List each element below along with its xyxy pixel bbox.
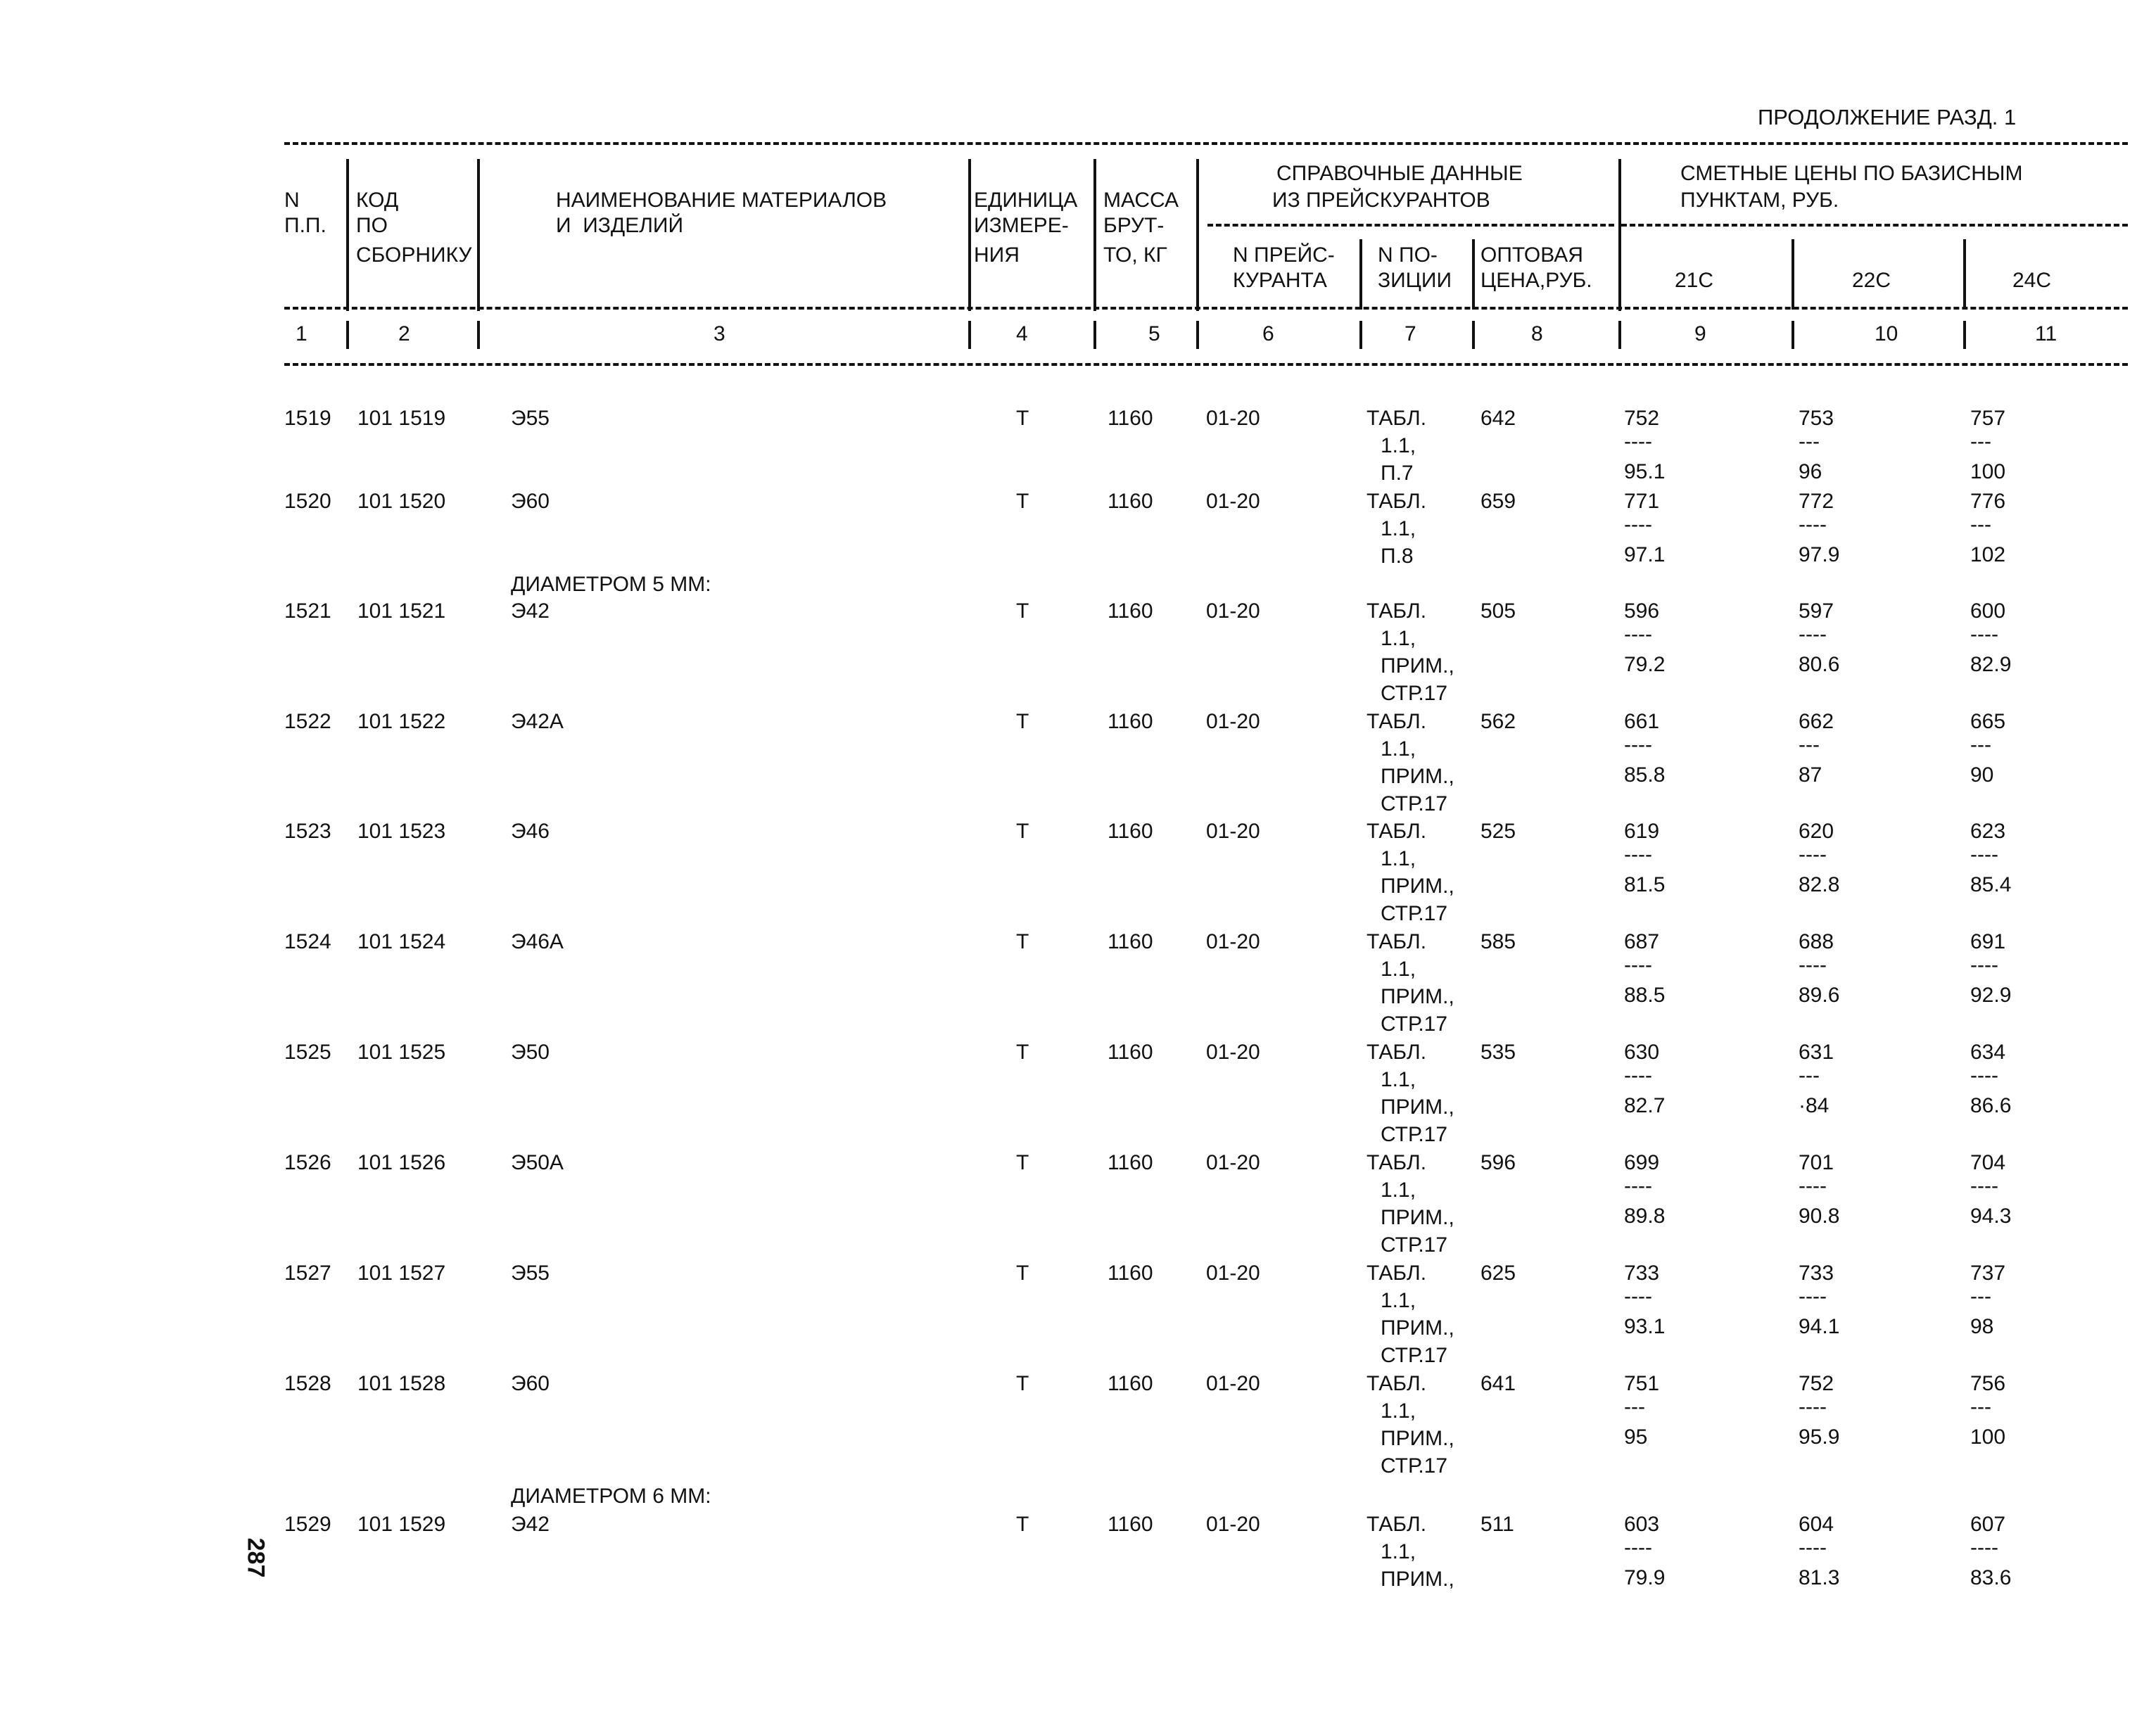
estimate-price-top: 704 [1970, 1151, 2006, 1174]
header-col-separator [1472, 239, 1475, 310]
estimate-price-divider: ---- [1624, 1536, 1652, 1559]
estimate-price-bottom: 93.1 [1624, 1315, 1666, 1338]
row-wholesale-price: 535 [1480, 1041, 1516, 1064]
estimate-price-bottom: 79.2 [1624, 653, 1666, 676]
header-kod: КОД [356, 189, 399, 212]
row-position: 1.1, [1381, 737, 1416, 761]
row-pricelist: 01-20 [1206, 1513, 1260, 1536]
page-number: 287 [242, 1537, 270, 1578]
group-heading: ДИАМЕТРОМ 5 ММ: [511, 573, 711, 596]
number-row-separator [1963, 321, 1966, 349]
number-row-separator [1792, 321, 1794, 349]
estimate-price-divider: ---- [1970, 1536, 1998, 1559]
header-col-separator [1963, 239, 1966, 310]
header-rule-top [284, 142, 2128, 145]
header-col-separator [477, 159, 480, 311]
estimate-price-top: 604 [1799, 1513, 1834, 1536]
row-name: Э60 [511, 490, 550, 513]
row-position: 1.1, [1381, 517, 1416, 540]
row-position: ТАБЛ. [1366, 1372, 1427, 1395]
row-wholesale-price: 659 [1480, 490, 1516, 513]
estimate-price-top: 600 [1970, 599, 2006, 623]
estimate-price-divider: --- [1799, 430, 1820, 453]
row-position: 1.1, [1381, 1289, 1416, 1312]
row-position: 1.1, [1381, 1068, 1416, 1091]
row-pricelist: 01-20 [1206, 930, 1260, 953]
estimate-price-divider: ---- [1970, 1064, 1998, 1087]
row-pricelist: 01-20 [1206, 490, 1260, 513]
header-est-group-2: ПУНКТАМ, РУБ. [1680, 189, 1839, 212]
row-position: ТАБЛ. [1366, 407, 1427, 430]
row-unit: Т [1016, 1041, 1029, 1064]
row-position: ПРИМ., [1381, 654, 1454, 678]
row-number: 1528 [284, 1372, 331, 1395]
estimate-price-top: 756 [1970, 1372, 2006, 1395]
row-position: 1.1, [1381, 847, 1416, 870]
estimate-price-top: 751 [1624, 1372, 1660, 1395]
estimate-price-bottom: 89.6 [1799, 984, 1840, 1007]
row-wholesale-price: 642 [1480, 407, 1516, 430]
row-position: ПРИМ., [1381, 1206, 1454, 1229]
estimate-price-divider: ---- [1799, 1536, 1827, 1559]
row-name: Э55 [511, 1262, 550, 1285]
row-unit: Т [1016, 930, 1029, 953]
estimate-price-divider: ---- [1624, 733, 1652, 756]
row-position: ТАБЛ. [1366, 1262, 1427, 1285]
row-mass: 1160 [1108, 407, 1153, 430]
row-name: Э55 [511, 407, 550, 430]
row-position: ТАБЛ. [1366, 1041, 1427, 1064]
estimate-price-bottom: 89.8 [1624, 1205, 1666, 1228]
estimate-price-divider: ---- [1624, 1285, 1652, 1308]
row-name: Э42 [511, 599, 550, 623]
row-position: 1.1, [1381, 1399, 1416, 1423]
estimate-price-bottom: 90 [1970, 763, 1994, 787]
row-unit: Т [1016, 1151, 1029, 1174]
header-est-24: 24С [2012, 269, 2052, 292]
header-ref-pos-1: N ПО- [1378, 243, 1438, 267]
estimate-price-divider: --- [1970, 1285, 1991, 1308]
number-row-separator [477, 321, 480, 349]
column-number: 10 [1875, 322, 1898, 345]
estimate-price-divider: --- [1970, 430, 1991, 453]
estimate-price-divider: --- [1799, 1064, 1820, 1087]
header-mass-1: МАССА [1103, 189, 1179, 212]
column-number: 2 [398, 322, 410, 345]
estimate-price-top: 620 [1799, 820, 1834, 843]
row-name: Э46А [511, 930, 564, 953]
row-pricelist: 01-20 [1206, 1372, 1260, 1395]
estimate-price-top: 733 [1624, 1262, 1660, 1285]
row-position: СТР.17 [1381, 1454, 1448, 1478]
estimate-price-top: 665 [1970, 710, 2006, 733]
header-ref-price-1: ОПТОВАЯ [1480, 243, 1583, 267]
row-unit: Т [1016, 1513, 1029, 1536]
estimate-price-top: 619 [1624, 820, 1660, 843]
row-mass: 1160 [1108, 820, 1153, 843]
estimate-price-bottom: 86.6 [1970, 1094, 2012, 1117]
row-number: 1527 [284, 1262, 331, 1285]
column-number: 5 [1148, 322, 1160, 345]
row-pricelist: 01-20 [1206, 1262, 1260, 1285]
row-position: ТАБЛ. [1366, 930, 1427, 953]
row-mass: 1160 [1108, 1513, 1153, 1536]
row-code: 101 1520 [357, 490, 446, 513]
ref-sub-rule [1207, 224, 1614, 227]
estimate-price-bottom: 102 [1970, 543, 2006, 566]
header-est-21: 21С [1675, 269, 1714, 292]
row-position: 1.1, [1381, 434, 1416, 457]
number-row-separator [1359, 321, 1362, 349]
continuation-label: ПРОДОЛЖЕНИЕ РАЗД. 1 [1758, 105, 2017, 129]
row-code: 101 1525 [357, 1041, 446, 1064]
estimate-price-top: 662 [1799, 710, 1834, 733]
row-wholesale-price: 585 [1480, 930, 1516, 953]
header-ref-pricelist-1: N ПРЕЙС- [1233, 243, 1335, 267]
estimate-price-top: 607 [1970, 1513, 2006, 1536]
estimate-price-divider: ---- [1624, 430, 1652, 453]
number-row-separator [1196, 321, 1199, 349]
estimate-price-divider: ---- [1799, 1285, 1827, 1308]
estimate-price-divider: --- [1970, 733, 1991, 756]
row-mass: 1160 [1108, 599, 1153, 623]
column-number: 4 [1016, 322, 1028, 345]
header-col-separator [1359, 239, 1362, 310]
header-est-group-1: СМЕТНЫЕ ЦЕНЫ ПО БАЗИСНЫМ [1680, 162, 2023, 185]
row-unit: Т [1016, 1372, 1029, 1395]
header-name-2: И ИЗДЕЛИЙ [556, 214, 684, 237]
row-position: 1.1, [1381, 1540, 1416, 1563]
header-ref-price-2: ЦЕНА,РУБ. [1480, 269, 1592, 292]
estimate-price-top: 687 [1624, 930, 1660, 953]
row-name: Э50 [511, 1041, 550, 1064]
estimate-price-top: 701 [1799, 1151, 1834, 1174]
row-position: СТР.17 [1381, 1344, 1448, 1367]
number-row-separator [1472, 321, 1475, 349]
row-position: ТАБЛ. [1366, 490, 1427, 513]
estimate-price-bottom: 94.3 [1970, 1205, 2012, 1228]
estimate-price-divider: ---- [1624, 843, 1652, 866]
estimate-price-top: 688 [1799, 930, 1834, 953]
estimate-price-bottom: 96 [1799, 460, 1822, 483]
row-position: П.7 [1381, 462, 1414, 485]
estimate-price-top: 631 [1799, 1041, 1834, 1064]
row-unit: Т [1016, 490, 1029, 513]
row-position: 1.1, [1381, 627, 1416, 650]
header-rule-bottom [284, 363, 2128, 366]
estimate-price-bottom: 95.9 [1799, 1425, 1840, 1449]
estimate-price-divider: --- [1970, 1395, 1991, 1418]
estimate-price-divider: ---- [1799, 953, 1827, 977]
estimate-price-bottom: 92.9 [1970, 984, 2012, 1007]
estimate-price-top: 661 [1624, 710, 1660, 733]
row-name: Э50А [511, 1151, 564, 1174]
header-po: ПО [356, 214, 388, 237]
estimate-price-bottom: 98 [1970, 1315, 1994, 1338]
row-position: ПРИМ., [1381, 1568, 1454, 1591]
row-position: СТР.17 [1381, 1012, 1448, 1036]
estimate-price-top: 772 [1799, 490, 1834, 513]
number-row-separator [1618, 321, 1621, 349]
estimate-price-top: 737 [1970, 1262, 2006, 1285]
row-name: Э42А [511, 710, 564, 733]
estimate-price-bottom: 100 [1970, 460, 2006, 483]
row-pricelist: 01-20 [1206, 599, 1260, 623]
header-unit-1: ЕДИНИЦА [974, 189, 1078, 212]
estimate-price-top: 752 [1624, 407, 1660, 430]
estimate-price-bottom: 81.3 [1799, 1566, 1840, 1589]
estimate-price-divider: --- [1970, 513, 1991, 536]
column-number: 6 [1262, 322, 1274, 345]
header-ref-group-2: ИЗ ПРЕЙСКУРАНТОВ [1272, 189, 1490, 212]
estimate-price-divider: ---- [1970, 1174, 1998, 1197]
header-name-1: НАИМЕНОВАНИЕ МАТЕРИАЛОВ [556, 189, 887, 212]
column-number: 9 [1694, 322, 1706, 345]
estimate-price-top: 596 [1624, 599, 1660, 623]
row-wholesale-price: 525 [1480, 820, 1516, 843]
row-number: 1525 [284, 1041, 331, 1064]
row-number: 1522 [284, 710, 331, 733]
header-ref-pricelist-2: КУРАНТА [1233, 269, 1327, 292]
row-code: 101 1523 [357, 820, 446, 843]
row-pricelist: 01-20 [1206, 1151, 1260, 1174]
row-mass: 1160 [1108, 1041, 1153, 1064]
header-unit-2: ИЗМЕРЕ- [974, 214, 1069, 237]
row-mass: 1160 [1108, 1262, 1153, 1285]
estimate-price-top: 757 [1970, 407, 2006, 430]
row-position: ПРИМ., [1381, 765, 1454, 788]
estimate-price-divider: ---- [1799, 623, 1827, 646]
column-number: 7 [1404, 322, 1416, 345]
row-position: ПРИМ., [1381, 1095, 1454, 1119]
header-col-separator [1196, 159, 1199, 311]
row-code: 101 1519 [357, 407, 446, 430]
column-number: 11 [2035, 322, 2057, 345]
row-position: П.8 [1381, 545, 1414, 568]
row-number: 1519 [284, 407, 331, 430]
row-pricelist: 01-20 [1206, 1041, 1260, 1064]
estimate-price-divider: ---- [1799, 513, 1827, 536]
row-number: 1529 [284, 1513, 331, 1536]
row-mass: 1160 [1108, 1372, 1153, 1395]
row-number: 1523 [284, 820, 331, 843]
estimate-price-bottom: 95.1 [1624, 460, 1666, 483]
column-number: 8 [1531, 322, 1543, 345]
estimate-price-bottom: ·84 [1799, 1094, 1830, 1117]
estimate-price-divider: ---- [1799, 1174, 1827, 1197]
row-code: 101 1521 [357, 599, 446, 623]
number-row-separator [346, 321, 349, 349]
row-position: ТАБЛ. [1366, 820, 1427, 843]
row-wholesale-price: 562 [1480, 710, 1516, 733]
estimate-price-bottom: 100 [1970, 1425, 2006, 1449]
row-number: 1526 [284, 1151, 331, 1174]
row-mass: 1160 [1108, 490, 1153, 513]
row-code: 101 1524 [357, 930, 446, 953]
estimate-price-divider: ---- [1624, 1064, 1652, 1087]
row-name: Э60 [511, 1372, 550, 1395]
number-row-separator [1093, 321, 1096, 349]
est-sub-rule [1621, 224, 2128, 227]
row-wholesale-price: 511 [1480, 1513, 1514, 1536]
row-code: 101 1527 [357, 1262, 446, 1285]
row-code: 101 1529 [357, 1513, 446, 1536]
row-pricelist: 01-20 [1206, 407, 1260, 430]
estimate-price-top: 691 [1970, 930, 2006, 953]
row-unit: Т [1016, 1262, 1029, 1285]
estimate-price-top: 753 [1799, 407, 1834, 430]
estimate-price-divider: ---- [1799, 1395, 1827, 1418]
estimate-price-top: 752 [1799, 1372, 1834, 1395]
row-position: СТР.17 [1381, 792, 1448, 815]
header-col-separator [1093, 159, 1096, 311]
row-unit: Т [1016, 820, 1029, 843]
row-unit: Т [1016, 407, 1029, 430]
header-col-separator [346, 159, 349, 311]
estimate-price-bottom: 90.8 [1799, 1205, 1840, 1228]
row-unit: Т [1016, 710, 1029, 733]
header-col-separator [1618, 159, 1621, 311]
row-position: ТАБЛ. [1366, 1151, 1427, 1174]
header-sbornik: СБОРНИКУ [356, 243, 472, 267]
estimate-price-bottom: 95 [1624, 1425, 1648, 1449]
estimate-price-top: 630 [1624, 1041, 1660, 1064]
row-code: 101 1528 [357, 1372, 446, 1395]
row-unit: Т [1016, 599, 1029, 623]
estimate-price-top: 776 [1970, 490, 2006, 513]
row-number: 1521 [284, 599, 331, 623]
estimate-price-bottom: 82.9 [1970, 653, 2012, 676]
estimate-price-divider: ---- [1624, 513, 1652, 536]
estimate-price-top: 623 [1970, 820, 2006, 843]
header-unit-3: НИЯ [974, 243, 1020, 267]
row-position: ПРИМ., [1381, 1316, 1454, 1340]
estimate-price-bottom: 85.4 [1970, 873, 2012, 896]
row-position: СТР.17 [1381, 1233, 1448, 1257]
estimate-price-bottom: 82.8 [1799, 873, 1840, 896]
header-n: N [284, 189, 300, 212]
estimate-price-bottom: 97.1 [1624, 543, 1666, 566]
estimate-price-divider: ---- [1799, 843, 1827, 866]
row-wholesale-price: 625 [1480, 1262, 1516, 1285]
estimate-price-divider: --- [1799, 733, 1820, 756]
estimate-price-bottom: 94.1 [1799, 1315, 1840, 1338]
estimate-price-top: 733 [1799, 1262, 1834, 1285]
header-col-separator [1792, 239, 1794, 310]
row-name: Э46 [511, 820, 550, 843]
row-position: 1.1, [1381, 958, 1416, 981]
header-rule-mid [284, 307, 2128, 310]
row-name: Э42 [511, 1513, 550, 1536]
row-position: СТР.17 [1381, 1123, 1448, 1146]
row-position: ТАБЛ. [1366, 1513, 1427, 1536]
row-mass: 1160 [1108, 1151, 1153, 1174]
group-heading: ДИАМЕТРОМ 6 ММ: [511, 1485, 711, 1508]
estimate-price-bottom: 82.7 [1624, 1094, 1666, 1117]
estimate-price-divider: ---- [1970, 623, 1998, 646]
row-mass: 1160 [1108, 930, 1153, 953]
row-position: ТАБЛ. [1366, 599, 1427, 623]
row-pricelist: 01-20 [1206, 710, 1260, 733]
number-row-separator [968, 321, 971, 349]
row-number: 1524 [284, 930, 331, 953]
header-est-22: 22С [1852, 269, 1891, 292]
estimate-price-bottom: 79.9 [1624, 1566, 1666, 1589]
header-mass-3: ТО, КГ [1103, 243, 1167, 267]
estimate-price-divider: ---- [1970, 953, 1998, 977]
estimate-price-top: 597 [1799, 599, 1834, 623]
row-position: ПРИМ., [1381, 875, 1454, 898]
estimate-price-bottom: 97.9 [1799, 543, 1840, 566]
estimate-price-bottom: 81.5 [1624, 873, 1666, 896]
row-wholesale-price: 641 [1480, 1372, 1516, 1395]
header-ref-group-1: СПРАВОЧНЫЕ ДАННЫЕ [1276, 162, 1523, 185]
row-pricelist: 01-20 [1206, 820, 1260, 843]
estimate-price-divider: ---- [1624, 1174, 1652, 1197]
row-position: ТАБЛ. [1366, 710, 1427, 733]
estimate-price-divider: ---- [1970, 843, 1998, 866]
estimate-price-bottom: 83.6 [1970, 1566, 2012, 1589]
header-ref-pos-2: ЗИЦИИ [1378, 269, 1452, 292]
estimate-price-top: 771 [1624, 490, 1660, 513]
header-pp: П.П. [284, 214, 326, 237]
row-mass: 1160 [1108, 710, 1153, 733]
estimate-price-top: 603 [1624, 1513, 1660, 1536]
estimate-price-divider: --- [1624, 1395, 1645, 1418]
header-col-separator [968, 159, 971, 311]
estimate-price-top: 699 [1624, 1151, 1660, 1174]
estimate-price-bottom: 85.8 [1624, 763, 1666, 787]
row-position: СТР.17 [1381, 682, 1448, 705]
column-number: 3 [714, 322, 725, 345]
row-code: 101 1526 [357, 1151, 446, 1174]
row-position: ПРИМ., [1381, 985, 1454, 1008]
column-number: 1 [296, 322, 307, 345]
estimate-price-divider: ---- [1624, 953, 1652, 977]
row-position: ПРИМ., [1381, 1427, 1454, 1450]
estimate-price-top: 634 [1970, 1041, 2006, 1064]
estimate-price-bottom: 88.5 [1624, 984, 1666, 1007]
row-position: СТР.17 [1381, 902, 1448, 925]
row-code: 101 1522 [357, 710, 446, 733]
estimate-price-divider: ---- [1624, 623, 1652, 646]
row-wholesale-price: 596 [1480, 1151, 1516, 1174]
row-wholesale-price: 505 [1480, 599, 1516, 623]
row-number: 1520 [284, 490, 331, 513]
row-position: 1.1, [1381, 1179, 1416, 1202]
header-mass-2: БРУТ- [1103, 214, 1165, 237]
estimate-price-bottom: 80.6 [1799, 653, 1840, 676]
estimate-price-bottom: 87 [1799, 763, 1822, 787]
